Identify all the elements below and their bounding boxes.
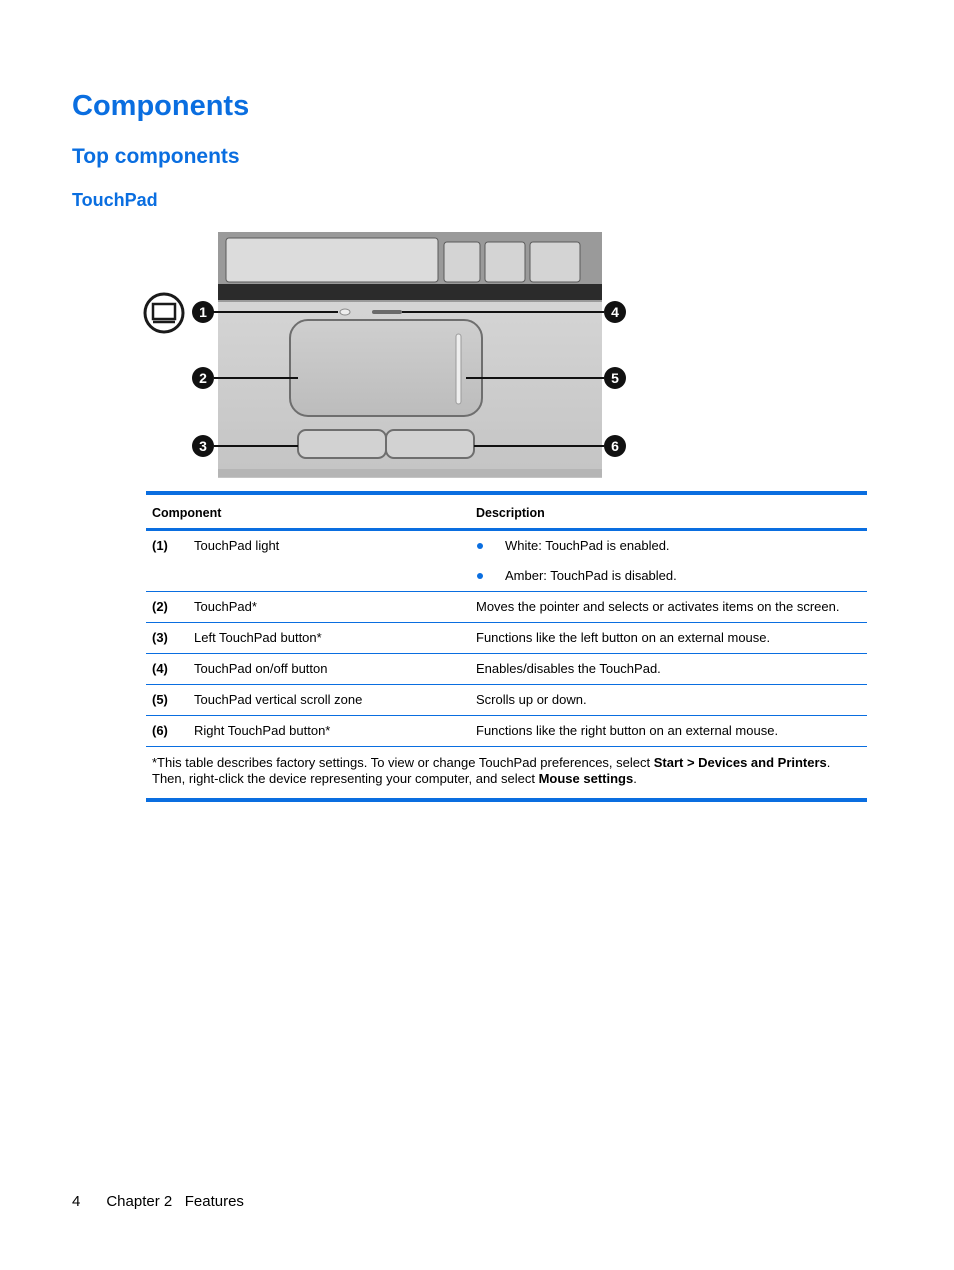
keyboard-shadow bbox=[218, 284, 602, 300]
row-component: Right TouchPad button* bbox=[188, 716, 470, 747]
table-row bbox=[146, 716, 867, 747]
table-row bbox=[146, 592, 867, 623]
page-footer bbox=[72, 1193, 244, 1210]
table-row bbox=[146, 623, 867, 654]
bullet-icon bbox=[477, 543, 483, 549]
table-footnote bbox=[146, 747, 867, 801]
table-row bbox=[146, 654, 867, 685]
note-path-start-devices: Start > Devices and Printers bbox=[653, 755, 827, 770]
table-row bbox=[146, 530, 867, 592]
row-number: (6) bbox=[146, 716, 188, 747]
bullet-text: Amber: TouchPad is disabled. bbox=[505, 568, 677, 583]
key-alt bbox=[444, 242, 480, 282]
chapter-title: Chapter 2 Features bbox=[106, 1193, 244, 1210]
note-text: . Then, right-click the device representing your computer, and select bbox=[152, 755, 831, 786]
section-heading: Top components bbox=[72, 145, 240, 168]
table-note-row bbox=[146, 747, 867, 801]
row-number: (1) bbox=[146, 530, 188, 592]
header-description: Description bbox=[470, 493, 867, 530]
list-item bbox=[476, 538, 861, 553]
table-header-row bbox=[146, 493, 867, 530]
row-description: Enables/disables the TouchPad. bbox=[470, 654, 867, 685]
svg-text:1: 1 bbox=[199, 304, 207, 320]
touchpad-onoff-button bbox=[372, 310, 402, 314]
components-table bbox=[146, 491, 867, 802]
touchpad-surface bbox=[290, 320, 482, 416]
touchpad-left-button bbox=[298, 430, 386, 458]
callout-3 bbox=[192, 435, 214, 457]
page-number: 4 bbox=[72, 1193, 81, 1210]
bullet-text: White: TouchPad is enabled. bbox=[505, 538, 670, 553]
svg-text:4: 4 bbox=[611, 304, 619, 320]
row-description: Moves the pointer and selects or activates items on the screen. bbox=[470, 592, 867, 623]
row-component: TouchPad on/off button bbox=[188, 654, 470, 685]
row-number: (5) bbox=[146, 685, 188, 716]
note-text: . bbox=[633, 771, 637, 786]
callout-1 bbox=[192, 301, 214, 323]
page-title: Components bbox=[72, 90, 250, 122]
subsection-heading: TouchPad bbox=[72, 190, 158, 210]
key-ctrl bbox=[530, 242, 580, 282]
callout-2 bbox=[192, 367, 214, 389]
row-description: Functions like the left button on an external mouse. bbox=[470, 623, 867, 654]
touchpad-right-button bbox=[386, 430, 474, 458]
key-menu bbox=[485, 242, 525, 282]
row-number: (3) bbox=[146, 623, 188, 654]
row-component: TouchPad vertical scroll zone bbox=[188, 685, 470, 716]
row-number: (4) bbox=[146, 654, 188, 685]
row-component: TouchPad light bbox=[188, 530, 470, 592]
row-component: Left TouchPad button* bbox=[188, 623, 470, 654]
row-description: Scrolls up or down. bbox=[470, 685, 867, 716]
touchpad-symbol-icon bbox=[145, 294, 183, 332]
svg-text:3: 3 bbox=[199, 438, 207, 454]
key-spacebar bbox=[226, 238, 438, 282]
row-description: Functions like the right button on an external mouse. bbox=[470, 716, 867, 747]
touchpad-scroll-zone bbox=[456, 334, 461, 404]
bullet-list bbox=[476, 538, 861, 583]
bullet-icon bbox=[477, 573, 483, 579]
list-item bbox=[476, 568, 861, 583]
callout-6 bbox=[604, 435, 626, 457]
palm-rest-edge bbox=[218, 469, 602, 477]
table-row bbox=[146, 685, 867, 716]
note-text: *This table describes factory settings. To view or change TouchPad preferences, select bbox=[152, 755, 654, 770]
svg-text:5: 5 bbox=[611, 370, 619, 386]
touchpad-light bbox=[340, 309, 350, 315]
row-component: TouchPad* bbox=[188, 592, 470, 623]
row-number: (2) bbox=[146, 592, 188, 623]
callout-5 bbox=[604, 367, 626, 389]
svg-text:6: 6 bbox=[611, 438, 619, 454]
callout-4 bbox=[604, 301, 626, 323]
header-component: Component bbox=[146, 493, 470, 530]
touchpad-illustration bbox=[140, 226, 640, 486]
svg-text:2: 2 bbox=[199, 370, 207, 386]
row-description bbox=[470, 530, 867, 592]
note-mouse-settings: Mouse settings bbox=[538, 771, 634, 786]
